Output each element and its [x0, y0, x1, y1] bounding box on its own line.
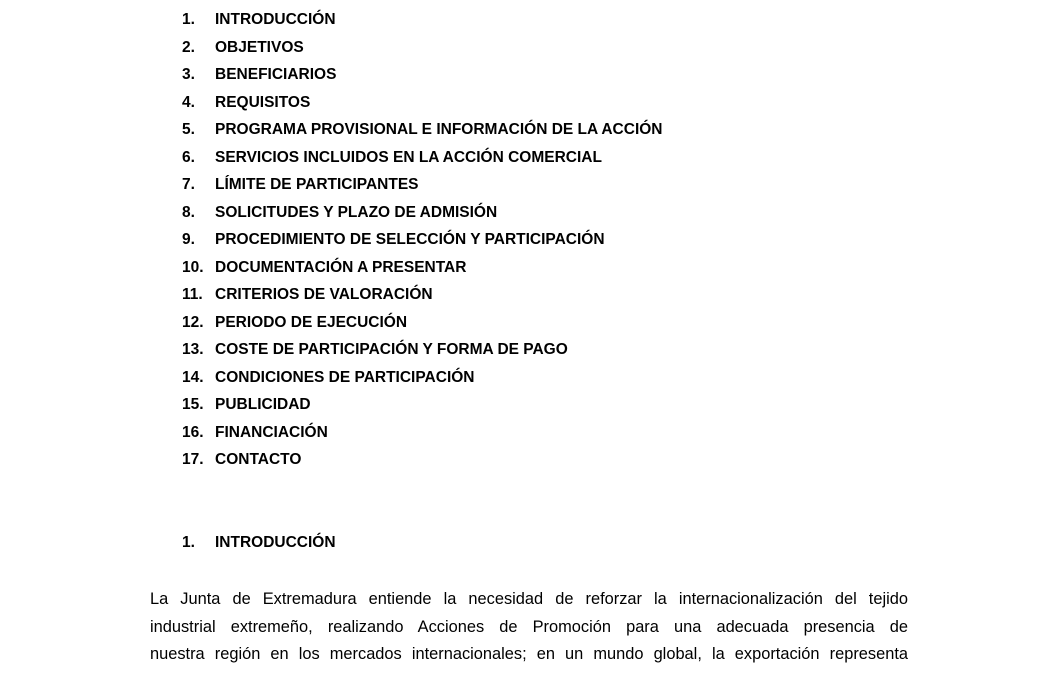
toc-number: 4. [182, 93, 195, 111]
toc-number: 1. [182, 11, 195, 28]
toc-number: 13. [182, 341, 204, 358]
toc-number: 5. [182, 121, 195, 138]
toc-item [182, 173, 663, 201]
toc-item [182, 36, 663, 64]
toc-number: 6. [182, 148, 195, 166]
toc-item [182, 311, 663, 339]
toc-item [182, 228, 663, 256]
toc-item [182, 366, 663, 394]
toc-item [182, 421, 663, 449]
toc-title: CRITERIOS DE VALORACIÓN [215, 286, 433, 303]
toc-item [182, 448, 663, 476]
toc-number: 15. [182, 396, 204, 413]
toc-item [182, 63, 663, 91]
toc-title: PUBLICIDAD [215, 396, 311, 413]
toc-title: PERIODO DE EJECUCIÓN [215, 313, 408, 331]
toc-title: SOLICITUDES Y PLAZO DE ADMISIÓN [215, 203, 498, 221]
table-of-contents [182, 8, 663, 476]
toc-title: INTRODUCCIÓN [215, 11, 336, 28]
section-heading [182, 531, 336, 554]
toc-title: LÍMITE DE PARTICIPANTES [215, 176, 419, 193]
toc-item [182, 283, 663, 311]
toc-item [182, 118, 663, 146]
toc-title: COSTE DE PARTICIPACIÓN Y FORMA DE PAGO [215, 341, 568, 358]
toc-number: 8. [182, 203, 195, 221]
toc-title: OBJETIVOS [215, 38, 304, 56]
toc-title: PROCEDIMIENTO DE SELECCIÓN Y PARTICIPACIÓN [215, 231, 605, 248]
section-title: INTRODUCCIÓN [215, 534, 336, 551]
toc-item [182, 393, 663, 421]
toc-item [182, 91, 663, 119]
paragraph-line: industrial extremeño, realizando Acciones de Promoción para una adecuada presencia de [150, 617, 908, 636]
toc-number: 3. [182, 66, 195, 83]
toc-number: 2. [182, 38, 195, 56]
toc-title: CONDICIONES DE PARTICIPACIÓN [215, 368, 475, 386]
toc-item [182, 201, 663, 229]
toc-number: 11. [182, 286, 203, 303]
toc-title: SERVICIOS INCLUIDOS EN LA ACCIÓN COMERCIAL [215, 148, 602, 166]
toc-title: DOCUMENTACIÓN A PRESENTAR [215, 258, 467, 276]
toc-item [182, 8, 663, 36]
section-number: 1. [182, 534, 195, 551]
toc-number: 17. [182, 451, 204, 468]
toc-item [182, 146, 663, 174]
paragraph-line: La Junta de Extremadura entiende la necesidad de reforzar la internacionalización del tejido [150, 590, 908, 608]
toc-title: BENEFICIARIOS [215, 66, 337, 83]
toc-number: 7. [182, 176, 195, 193]
toc-title: CONTACTO [215, 451, 302, 468]
toc-number: 14. [182, 368, 204, 386]
toc-title: REQUISITOS [215, 93, 311, 111]
paragraph-line: nuestra región en los mercados internacionales; en un mundo global, la exportación representa [150, 645, 908, 663]
toc-number: 9. [182, 231, 195, 248]
toc-number: 16. [182, 423, 204, 441]
toc-number: 12. [182, 313, 204, 331]
toc-item [182, 256, 663, 284]
toc-title: PROGRAMA PROVISIONAL E INFORMACIÓN DE LA ACCIÓN [215, 121, 663, 138]
toc-number: 10. [182, 258, 204, 276]
toc-title: FINANCIACIÓN [215, 423, 328, 441]
intro-paragraph [150, 586, 908, 669]
toc-item [182, 338, 663, 366]
